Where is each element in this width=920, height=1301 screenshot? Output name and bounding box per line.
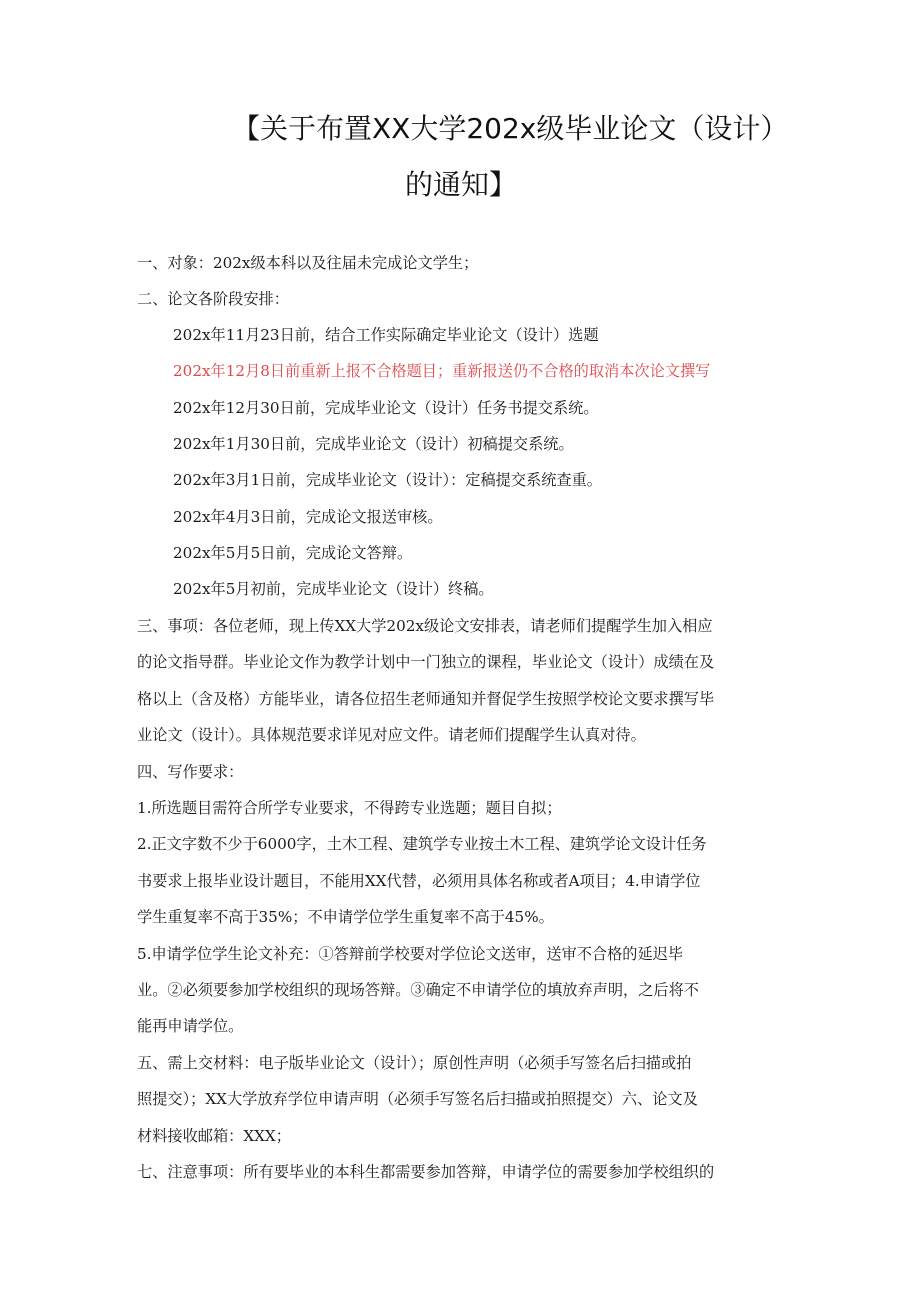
section-email: 材料接收邮箱：XXX； [137, 1127, 291, 1145]
schedule-item-defense: 202x年5月5日前，完成论文答辩。 [173, 544, 413, 562]
schedule-item-review: 202x年4月3日前，完成论文报送审核。 [173, 508, 443, 526]
writing-req-5-line-3: 能再申请学位。 [137, 1017, 244, 1035]
section-materials-line-2: 照提交）；XX大学放弃学位申请声明（必须手写签名后扫描或拍照提交）六、论文及 [137, 1090, 698, 1108]
section-matters-line-4: 业论文（设计）。具体规范要求详见对应文件。请老师们提醒学生认真对待。 [137, 726, 646, 744]
writing-req-2-line-1: 2.正文字数不少于6000字，土木工程、建筑学专业按土木工程、建筑学论文设计任务 [137, 835, 707, 853]
writing-req-1: 1.所选题目需符合所学专业要求，不得跨专业选题；题目自拟； [137, 799, 562, 817]
schedule-item-final-check: 202x年3月1日前，完成毕业论文（设计）：定稿提交系统查重。 [173, 471, 602, 489]
schedule-item-final-version: 202x年5月初前，完成毕业论文（设计）终稿。 [173, 580, 494, 598]
section-writing-heading: 四、写作要求： [137, 763, 244, 781]
section-materials-line-1: 五、需上交材料：电子版毕业论文（设计）；原创性声明（必须手写签名后扫描或拍 [137, 1054, 692, 1072]
section-matters-line-1: 三、事项：各位老师，现上传XX大学202x级论文安排表，请老师们提醒学生加入相应 [137, 617, 713, 635]
section-matters-line-3: 格以上（含及格）方能毕业，请各位招生老师通知并督促学生按照学校论文要求撰写毕 [137, 690, 715, 708]
section-matters-line-2: 的论文指导群。毕业论文作为教学计划中一门独立的课程，毕业论文（设计）成绩在及 [137, 653, 715, 671]
schedule-item-first-draft: 202x年1月30日前，完成毕业论文（设计）初稿提交系统。 [173, 435, 574, 453]
writing-req-5-line-2: 业。②必须要参加学校组织的现场答辩。③确定不申请学位的填放弃声明，之后将不 [137, 981, 699, 999]
section-schedule-heading: 二、论文各阶段安排： [137, 290, 289, 308]
schedule-item-task-book: 202x年12月30日前，完成毕业论文（设计）任务书提交系统。 [173, 399, 599, 417]
writing-req-5-line-1: 5.申请学位学生论文补充：①答辩前学校要对学位论文送审，送审不合格的延迟毕 [137, 945, 684, 963]
writing-req-2-line-3: 学生重复率不高于35%；不申请学位学生重复率不高于45%。 [137, 908, 554, 926]
notice-title-line-1: 【关于布置XX大学202x级毕业论文（设计） [232, 112, 789, 145]
writing-req-2-line-2: 书要求上报毕业设计题目，不能用XX代替，必须用具体名称或者A项目；4.申请学位 [137, 872, 701, 890]
schedule-item-topic: 202x年11月23日前，结合工作实际确定毕业论文（设计）选题 [173, 326, 599, 344]
schedule-item-resubmit: 202x年12月8日前重新上报不合格题目；重新报送仍不合格的取消本次论文撰写 [173, 362, 711, 380]
section-notes-line-1: 七、注意事项：所有要毕业的本科生都需要参加答辩，申请学位的需要参加学校组织的 [137, 1163, 715, 1181]
section-target: 一、对象：202x级本科以及往届未完成论文学生； [137, 254, 479, 272]
notice-title-line-2: 的通知】 [405, 168, 518, 201]
